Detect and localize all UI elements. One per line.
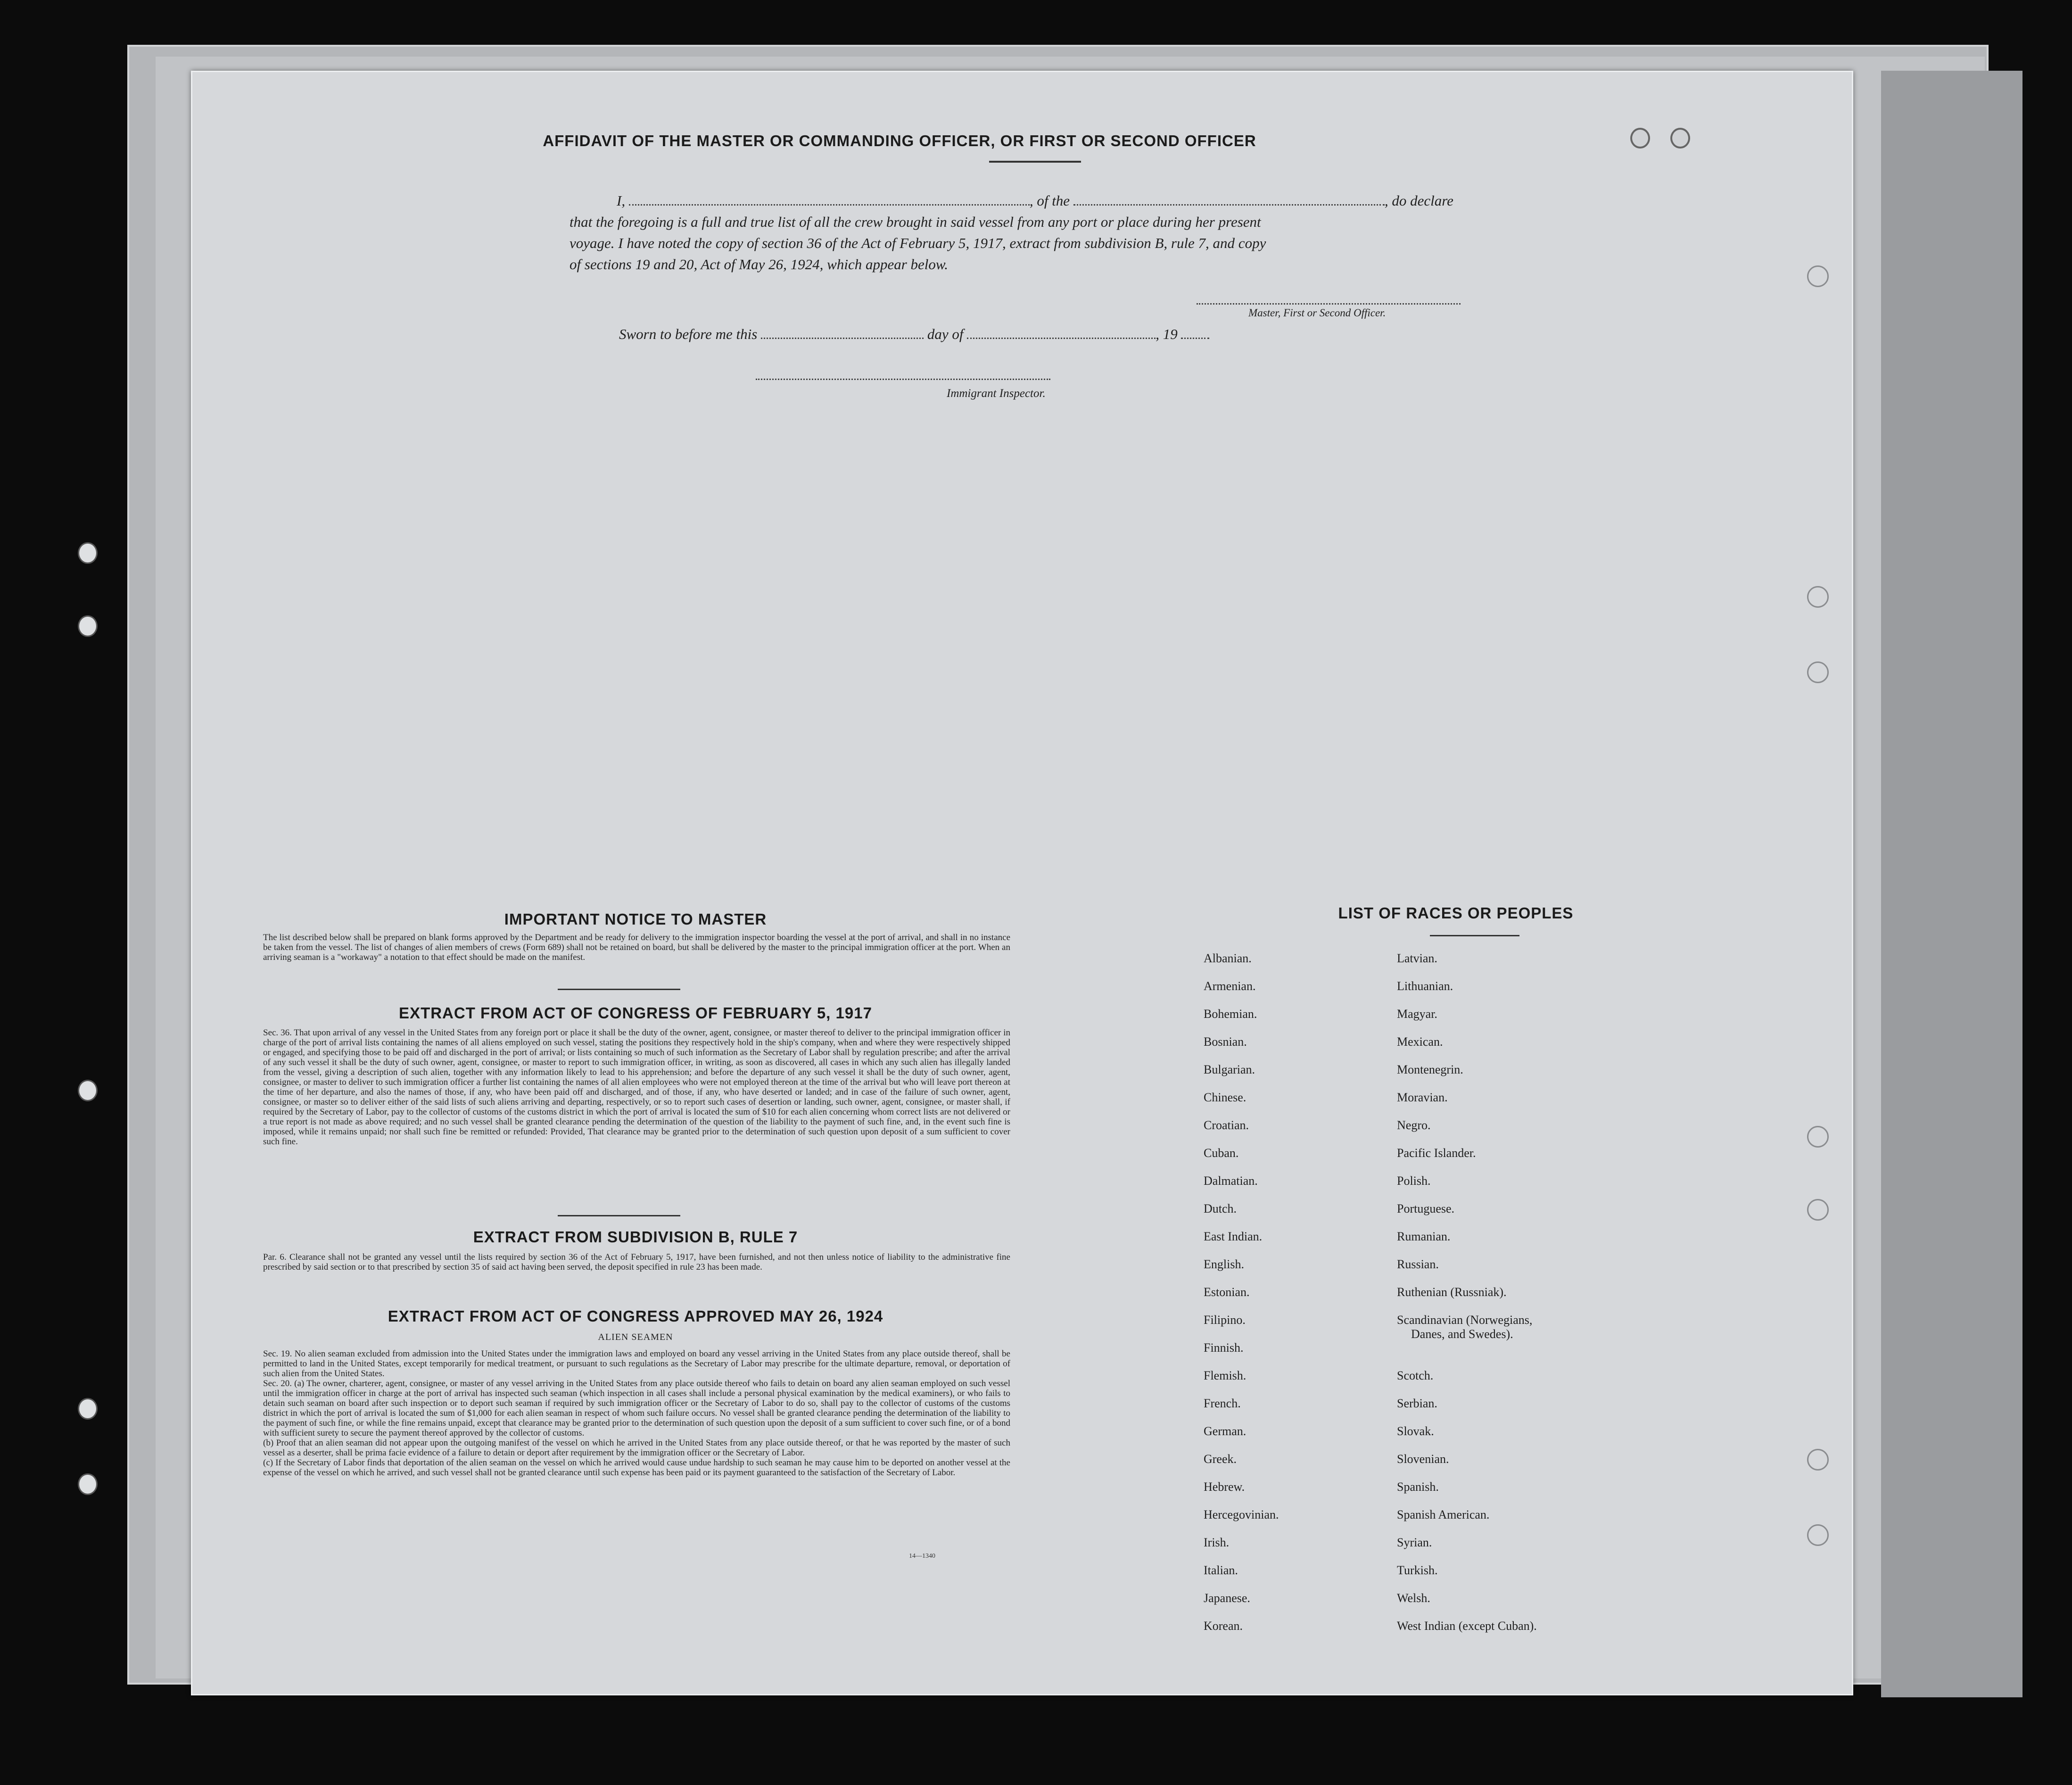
sworn-day-blank[interactable] (761, 338, 924, 339)
race-item: Scotch. (1397, 1369, 1434, 1382)
binder-hole (78, 1473, 98, 1495)
form-number: 14—1340 (909, 1553, 935, 1560)
races-column-1 (1204, 951, 1279, 1647)
binder-hole (78, 615, 98, 637)
race-item: Ruthenian (Russniak). (1397, 1285, 1507, 1299)
race-item: Moravian. (1397, 1091, 1448, 1104)
inspector-signature-line[interactable] (756, 379, 1050, 380)
affidavit-text (570, 190, 1541, 275)
binder-hole (78, 542, 98, 564)
name-blank[interactable] (629, 204, 1030, 206)
master-caption: Master, First or Second Officer. (1248, 307, 1386, 319)
race-item: Filipino. (1204, 1313, 1246, 1327)
punch-hole (1630, 128, 1650, 149)
race-item: Estonian. (1204, 1285, 1250, 1299)
affidavit-line-2: that the foregoing is a full and true list of all the crew brought in said vessel from any port or place during her present (570, 214, 1261, 230)
affidavit-line-3: voyage. I have noted the copy of section 36 of the Act of February 5, 1917, extract from subdivision B, rule 7, and copy (570, 235, 1266, 251)
race-item: East Indian. (1204, 1230, 1263, 1243)
inspector-caption: Immigrant Inspector. (947, 387, 1046, 400)
races-column-2 (1397, 951, 1537, 1647)
sworn-year-blank[interactable] (1181, 338, 1209, 339)
punch-hole (1807, 661, 1829, 683)
binder-hole (78, 1080, 98, 1101)
race-item: Slovenian. (1397, 1452, 1449, 1466)
race-item: Finnish. (1204, 1341, 1244, 1355)
race-item: Portuguese. (1397, 1202, 1455, 1215)
alien-seamen-subtitle: ALIEN SEAMEN (598, 1332, 673, 1342)
binder-hole (78, 1398, 98, 1420)
race-item: Negro. (1397, 1118, 1431, 1132)
race-item: Spanish. (1397, 1480, 1439, 1494)
punch-hole (1807, 265, 1829, 287)
title-underline (989, 161, 1081, 163)
punch-hole (1670, 128, 1690, 149)
race-item: Irish. (1204, 1536, 1230, 1549)
rule7-title: EXTRACT FROM SUBDIVISION B, RULE 7 (473, 1228, 798, 1246)
race-item: Italian. (1204, 1563, 1238, 1577)
vessel-blank[interactable] (1073, 204, 1385, 206)
punch-hole (1807, 1449, 1829, 1471)
document-page (191, 71, 1853, 1695)
punch-hole (1807, 1199, 1829, 1221)
extract-1917-body: Sec. 36. That upon arrival of any vessel in the United States from any foreign port or place it shall be the duty of the owner, agent, consignee, or master thereof to deliver to the principal immigration officer in charge of the port of arrival lists containing the names of all aliens employed on such vessel, stating the positions they respectively hold in the ship's company, when and where they were respectively shipped or engaged, and specifying those to be paid off and discharged in the port of arrival; or lists containing so much of such information as the Secretary of Labor shall by regulation prescribe; and after the arrival of any such vessel it shall be the duty of such owner, agent, consignee, or master to report to such immigration officer, in writing, as soon as discovered, all cases in which any such alien has illegally landed from the vessel, giving a description of such alien, together with any information likely to lead to his apprehension; and before the departure of any such vessel it shall be the duty of such owner, agent, consignee, or master to deliver to such immigration officer a further list containing the names of all alien employees who were not employed thereon at the time of the arrival but who will leave port thereon at the time of her departure, and also the names of those, if any, who have been paid off and discharged, and of those, if any, who have deserted or landed; and in case of the failure of such owner, agent, consignee, or master so to deliver either of the said lists of such aliens arriving and departing, respectively, or so to report such cases of desertion or landing, such owner, agent, consignee, or master shall, if required by the Secretary of Labor, pay to the collector of customs of the customs district in which the port of arrival is located the sum of $10 for each alien concerning whom correct lists are not delivered or a true report is not made as above required; and no such vessel shall be granted clearance pending the determination of the question of the liability to the payment of such fine, and, in the event such fine is imposed, while it remains unpaid; nor shall such fine be remitted or refunded: Provided, That clearance may be granted prior to the determination of such question upon deposit of a sum sufficient to cover such fine. (263, 1028, 1010, 1147)
race-item-continuation: Danes, and Swedes). (1411, 1327, 1513, 1341)
master-signature-line[interactable] (1197, 303, 1461, 305)
notice-title: IMPORTANT NOTICE TO MASTER (504, 910, 767, 928)
race-item: German. (1204, 1424, 1247, 1438)
race-item: English. (1204, 1257, 1244, 1271)
race-item: French. (1204, 1397, 1241, 1410)
sec-20a: Sec. 20. (a) The owner, charterer, agent, consignee, or master of any vessel arriving in the United States from any place outside thereof who fails to detain on board any alien seaman employed on such vessel until the immigration officer in charge at the port of arrival has inspected such seaman (which inspection in all cases shall include a personal physical examination by the medical examiners), or who fails to detain such seaman on board after such inspection or to deport such seaman if required by such immigration officer or the Secretary of Labor to do so, shall pay to the collector of customs of the customs district in which the port of arrival is located the sum of $1,000 for each alien seaman in respect of whom such failure occurs. No vessel shall be granted clearance pending the determination of the liability to the payment of such fine, or while the fine remains unpaid, except that clearance may be granted prior to the determination of such question upon the deposit of a sum sufficient to cover such fine, or of a bond with sufficient surety to secure the payment thereof approved by the collector of customs. (263, 1379, 1010, 1438)
year-prefix: , 19 (1156, 326, 1178, 342)
affidavit-of-the: , of the (1029, 192, 1070, 209)
adjacent-page-strip (1881, 71, 2022, 1697)
race-item: West Indian (except Cuban). (1397, 1619, 1537, 1633)
affidavit-line-4: of sections 19 and 20, Act of May 26, 1924, which appear below. (570, 256, 949, 273)
race-item: Greek. (1204, 1452, 1237, 1466)
race-item: Scandinavian (Norwegians, Danes, and Swedes). (1397, 1313, 1537, 1369)
sworn-month-blank[interactable] (967, 338, 1156, 339)
race-item: Slovak. (1397, 1424, 1434, 1438)
race-item: Croatian. (1204, 1118, 1249, 1132)
race-item: Lithuanian. (1397, 979, 1453, 993)
race-item: Serbian. (1397, 1397, 1437, 1410)
races-title-underline (1430, 935, 1519, 936)
race-item: Dutch. (1204, 1202, 1237, 1215)
sec-20c: (c) If the Secretary of Labor finds that deportation of the alien seaman on the vessel on which he arrived would cause undue hardship to such seaman he may cause him to be deported on another vessel at the expense of the vessel on which he arrived, and such vessel shall not be granted clearance until such expense has been paid or its payment guaranteed to the satisfaction of the Secretary of Labor. (263, 1458, 1010, 1478)
race-item: Pacific Islander. (1397, 1146, 1476, 1160)
race-item: Albanian. (1204, 951, 1252, 965)
races-title: LIST OF RACES OR PEOPLES (1338, 904, 1574, 922)
notice-body: The list described below shall be prepared on blank forms approved by the Department and be ready for delivery to the immigration inspector boarding the vessel at the port of arrival, and shall in no instance be taken from the vessel. The list of changes of alien members of crews (Form 689) shall not be retained on board, but shall be delivered by the master to the principal immigration officer at the port. When an arriving seaman is a "workaway" a notation to that effect should be made on the manifest. (263, 933, 1010, 962)
sec-20b: (b) Proof that an alien seaman did not appear upon the outgoing manifest of the vessel on which he arrived in the United States from any place outside thereof, or that he was reported by the master of such vessel as a deserter, shall be prima facie evidence of a failure to detain or deport after requirement by the immigration officer or the Secretary of Labor. (263, 1438, 1010, 1458)
race-item: Mexican. (1397, 1035, 1443, 1049)
race-item: Magyar. (1397, 1007, 1437, 1021)
section-divider (558, 1215, 680, 1216)
extract-1924-body (263, 1349, 1010, 1478)
extract-1917-title: EXTRACT FROM ACT OF CONGRESS OF FEBRUARY 5, 1917 (399, 1004, 872, 1022)
sec-19: Sec. 19. No alien seaman excluded from admission into the United States under the immigration laws and employed on board any vessel arriving in the United States from any place outside thereof, shall be permitted to land in the United States, except temporarily for medical treatment, or pursuant to such regulations as the Secretary of Labor may prescribe for the ultimate departure, removal, or deportation of such alien from the United States. (263, 1349, 1010, 1379)
race-item: Hebrew. (1204, 1480, 1245, 1494)
sworn-label: Sworn to before me this (619, 326, 758, 342)
race-item: Montenegrin. (1397, 1063, 1463, 1076)
race-item: Japanese. (1204, 1591, 1250, 1605)
affidavit-title: AFFIDAVIT OF THE MASTER OR COMMANDING OFFICER, OR FIRST OR SECOND OFFICER (543, 132, 1256, 149)
punch-hole (1807, 1126, 1829, 1148)
race-item: Spanish American. (1397, 1508, 1490, 1521)
race-item: Bohemian. (1204, 1007, 1257, 1021)
race-item: Chinese. (1204, 1091, 1247, 1104)
race-item: Russian. (1397, 1257, 1439, 1271)
race-item: Syrian. (1397, 1536, 1432, 1549)
punch-hole (1807, 1524, 1829, 1546)
race-item: Korean. (1204, 1619, 1243, 1633)
affidavit-declare: , do declare (1384, 192, 1453, 209)
affidavit-line-1 (570, 190, 1541, 211)
race-item: Bulgarian. (1204, 1063, 1255, 1076)
race-item: Rumanian. (1397, 1230, 1451, 1243)
race-item: Latvian. (1397, 951, 1437, 965)
race-item: Polish. (1397, 1174, 1431, 1188)
race-item: Hercegovinian. (1204, 1508, 1279, 1521)
race-item: Dalmatian. (1204, 1174, 1258, 1188)
race-item: Bosnian. (1204, 1035, 1247, 1049)
race-item: Armenian. (1204, 979, 1256, 993)
sworn-line (619, 326, 1209, 343)
punch-hole (1807, 586, 1829, 608)
affidavit-i: I, (617, 192, 626, 209)
race-item: Flemish. (1204, 1369, 1247, 1382)
section-divider (558, 989, 680, 990)
extract-1924-title: EXTRACT FROM ACT OF CONGRESS APPROVED MAY 26, 1924 (388, 1307, 883, 1325)
race-item: Turkish. (1397, 1563, 1438, 1577)
day-of-label: day of (927, 326, 964, 342)
race-item: Cuban. (1204, 1146, 1239, 1160)
rule7-body: Par. 6. Clearance shall not be granted any vessel until the lists required by section 36 of the Act of February 5, 1917, have been furnished, and not then unless notice of liability to the administrative fine prescribed by said section or to that prescribed by section 35 of said act having been served, the deposit specified in rule 23 has been made. (263, 1252, 1010, 1272)
race-item: Welsh. (1397, 1591, 1430, 1605)
